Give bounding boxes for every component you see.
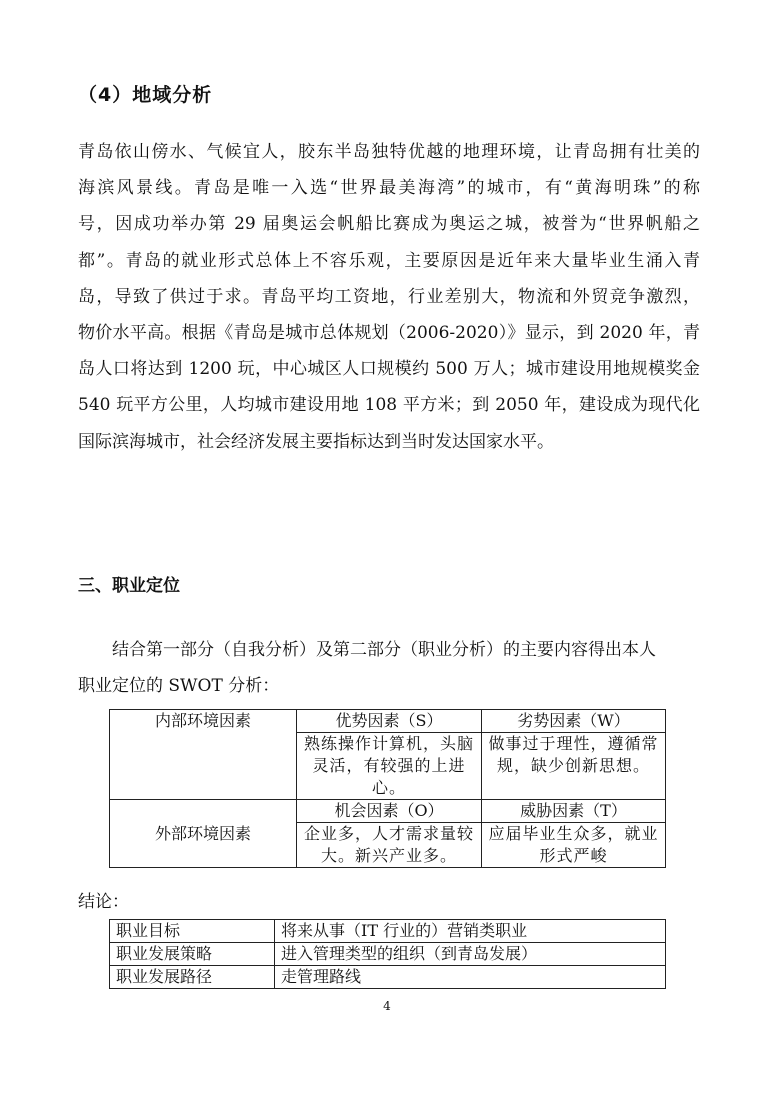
paragraph-line: 职业定位的 SWOT 分析： <box>78 676 280 697</box>
table-row <box>110 920 666 943</box>
paragraph-line: 岛，导致了供过于求。青岛平均工资地，行业差别大，物流和外贸竞争激烈， <box>78 286 700 307</box>
paragraph-line: 都”。青岛的就业形式总体上不容乐观，主要原因是近年来大量毕业生涌入青 <box>78 250 700 271</box>
strengths-cell: 熟练操作计算机，头脑灵活，有较强的上进心。 <box>297 733 482 800</box>
strengths-header: 优势因素（S） <box>297 710 482 733</box>
swot-table <box>109 709 666 868</box>
paragraph-line: 岛人口将达到 1200 玩，中心城区人口规模约 500 万人；城市建设用地规模奖金 <box>78 359 700 380</box>
regional-analysis-paragraph <box>78 134 700 460</box>
table-row <box>110 966 666 989</box>
threats-header: 威胁因素（T） <box>482 800 666 823</box>
weaknesses-header: 劣势因素（W） <box>482 710 666 733</box>
opportunities-header: 机会因素（O） <box>297 800 482 823</box>
conclusion-table <box>109 919 666 989</box>
conclusion-label: 结论： <box>78 892 129 912</box>
swot-intro-paragraph <box>78 632 700 704</box>
conclusion-value: 走管理路线 <box>275 966 666 989</box>
paragraph-line: 国际滨海城市，社会经济发展主要指标达到当时发达国家水平。 <box>78 431 554 452</box>
internal-factors-label: 内部环境因素 <box>110 710 297 800</box>
conclusion-value: 进入管理类型的组织（到青岛发展） <box>275 943 666 966</box>
paragraph-line: 540 玩平方公里，人均城市建设用地 108 平方米；到 2050 年，建设成为现代化 <box>78 395 700 416</box>
paragraph-line: 结合第一部分（自我分析）及第二部分（职业分析）的主要内容得出本人 <box>112 640 656 660</box>
conclusion-value: 将来从事（IT 行业的）营销类职业 <box>275 920 666 943</box>
weaknesses-cell: 做事过于理性，遵循常规，缺少创新思想。 <box>482 733 666 800</box>
external-factors-label: 外部环境因素 <box>110 800 297 868</box>
conclusion-key: 职业发展策略 <box>110 943 275 966</box>
section-heading: （4）地域分析 <box>78 84 213 106</box>
conclusion-key: 职业发展路径 <box>110 966 275 989</box>
paragraph-line: 号，因成功举办第 29 届奥运会帆船比赛成为奥运之城，被誉为“世界帆船之 <box>78 214 700 235</box>
threats-cell: 应届毕业生众多，就业形式严峻 <box>482 823 666 868</box>
page-number: 4 <box>383 999 391 1013</box>
paragraph-line: 物价水平高。根据《青岛是城市总体规划（2006-2020）》显示，到 2020 年，青 <box>78 323 700 344</box>
paragraph-line: 青岛依山傍水、气候宜人，胶东半岛独特优越的地理环境，让青岛拥有壮美的 <box>78 142 700 162</box>
chapter-heading: 三、职业定位 <box>78 576 180 596</box>
opportunities-cell: 企业多，人才需求量较大。新兴产业多。 <box>297 823 482 868</box>
table-row <box>110 943 666 966</box>
paragraph-line: 海滨风景线。青岛是唯一入选“世界最美海湾”的城市，有“黄海明珠”的称 <box>78 178 700 199</box>
conclusion-key: 职业目标 <box>110 920 275 943</box>
